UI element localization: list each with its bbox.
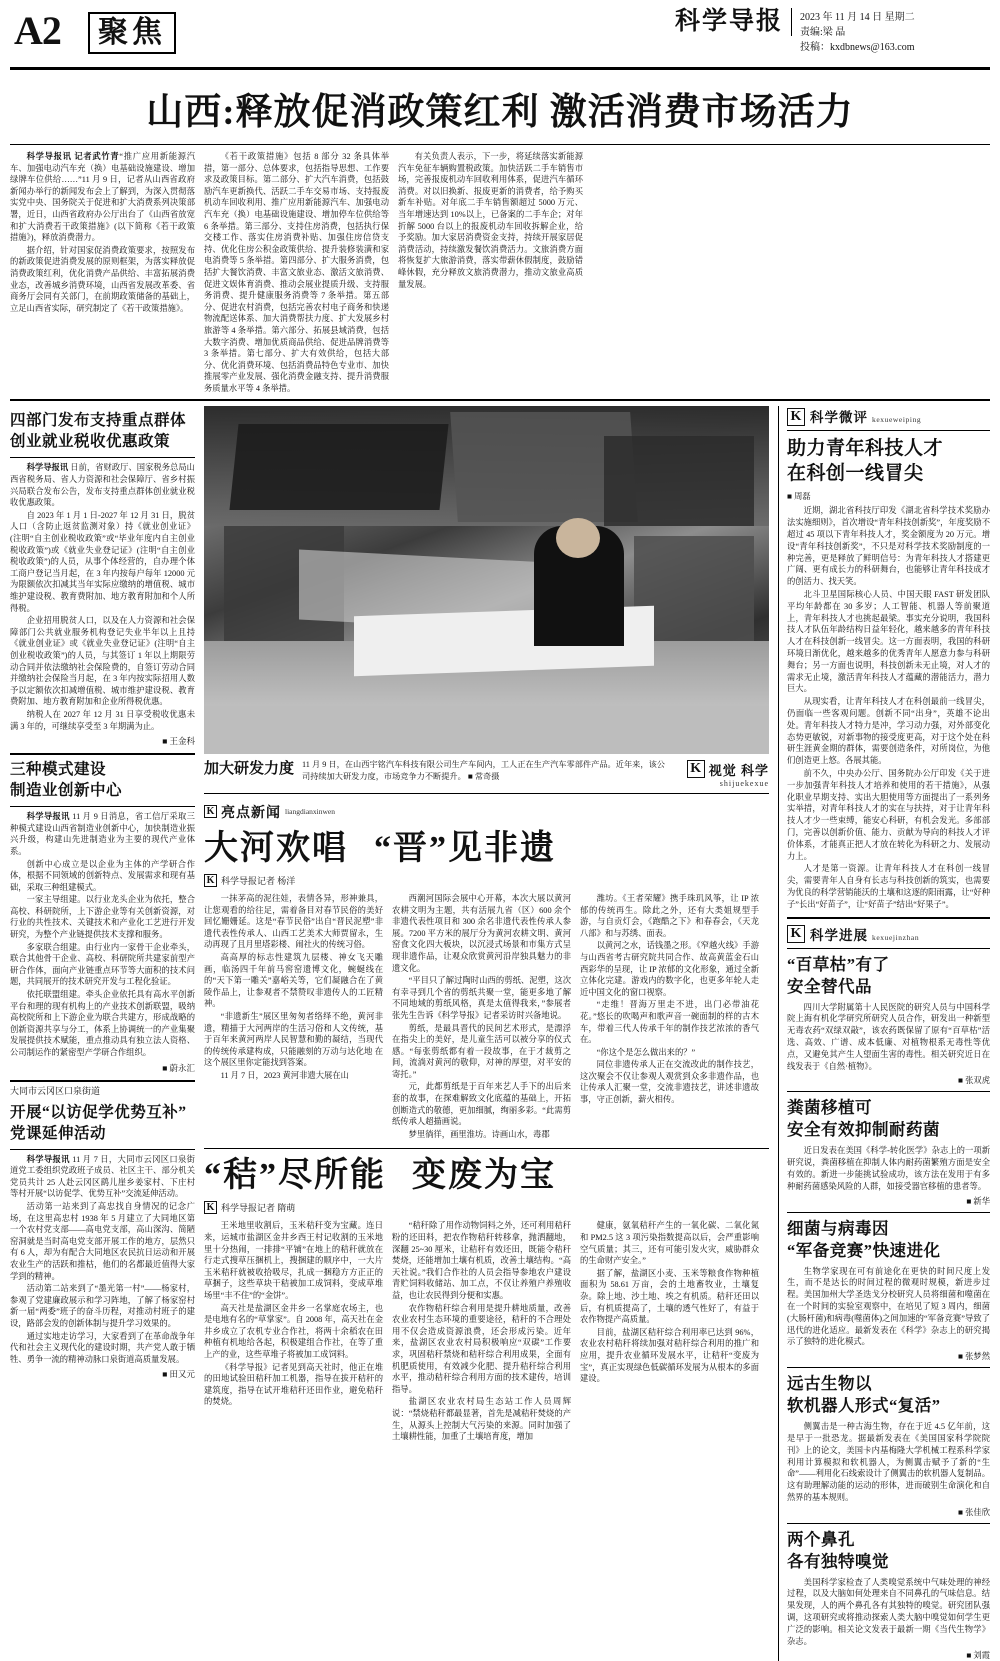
prog3-line1: 细菌与病毒因 [787, 1218, 889, 1238]
comm-p5: 人才是第一资源。让青年科技人才在科创一线冒尖，需要青年人自身有长志与科技创新的筑实，也需要为优良的科学营销能沃的土壤和这逐的阳雨露，让“好种子”长出“好苗子”，让“好苗子”结出“好果子”。 [787, 864, 990, 909]
story-jie-byline: 科学导报记者 隋萌 [221, 1203, 296, 1214]
divider-7 [787, 1367, 990, 1368]
party-title-line1: 开展“以访促学优势互补” [10, 1103, 187, 1121]
top-article-column-3 [398, 151, 583, 395]
top-article-column-2 [204, 151, 389, 395]
dahe-c3-p1: 潍坊。《王者荣耀》携手珠玑风筝，让 IP 浓郁的传统再生。除此之外，还有大类姐规型手游，与自贡灯会，《跑酷之下》和春春会，《天龙八部》和与苏绣、面表。 [580, 893, 759, 938]
article-tax-policy-byline: ■ 王金科 [162, 736, 195, 747]
article-party-class-byline: ■ 田又元 [162, 1369, 195, 1380]
story-dahe-title-right: “晋”见非遗 [374, 829, 556, 867]
story-dahe-columns [204, 893, 769, 1141]
dahe-c2-p4: 元，此都剪纸是于百年来艺人手下的出后来套的故事，在探难解致文化底蕴的基础上，开拓创断造式的敬德，更加细腻，绚丽多彩。“此需剪纸传承人超描画说。 [392, 1082, 571, 1127]
dahe-c1-p3: “非遗新生”展区里匆匆者络绎不绝，黄河非遗，精描于大河两岸的生活习俗和人文传统，基于百年来黄河两岸人民智慧和勤的凝结，当现代的传统传承建构成，只能融刻的万动与达化地 在这个展区里你定能找到答案。 [204, 1011, 383, 1068]
dahe-c2-p2: “平目只了解过陶时山西的剪纸、泥塑，这次有幸寻到几个省的剪纸共聚一堂，能更多地了解不同地域的剪纸风格，真是太值得我来，”参展者张先生告诉《科学导报》记者采访时兴备地说。 [392, 976, 571, 1020]
progress-item-1-byline: ■ 张双虎 [958, 1076, 990, 1086]
progress-item-1 [787, 954, 990, 1087]
tax-p3: 企业招用脱贫人口，以及在人力资源和社会保障部门公共就业服务机构登记失业半年以上且持《就业创业证》或《就业失业登记证》(注明“自主创业税收政策”)的人员，与其签订 1 年以上期限劳动合同并依法缴纳社会保险费的，自签订劳动合同并缴纳社会保险当月起，在 3 年内按实际招用人数予以定额依次扣减增值税、城市维护建设税、教育费附加、地方教育附加和企业所得税优惠。 [10, 616, 195, 707]
lead-label-3: 科学导报讯 [26, 1154, 70, 1164]
progress-item-2-byline: ■ 新华 [966, 1196, 990, 1206]
tax-p1: 日前，省财政厅、国家税务总局山西省税务局、省人力资源和社会保障厅、省乡村振兴局联合发布公告，发布支持重点群体创业就业税收优惠政策。 [10, 463, 195, 508]
article-innovation-center [10, 755, 195, 1073]
divider-4 [787, 917, 990, 919]
story-dahe-title-left: 大河欢唱 [204, 829, 348, 867]
innov-p4: 多家联合组建。由行业内一家骨干企业牵头，联合其他骨干企业、高校、科研院所共建家前型产研合作体，面向产业链重点环节等大面积的技术问题，共同展开的技术研究开发与工程化验证。 [10, 942, 195, 987]
progress-item-4-byline: ■ 张佳欣 [958, 1507, 990, 1517]
photo-wrap [204, 406, 769, 788]
party-p2: 活动第一站来到了高忠找自身情况的记念广场，在这里高忠村 1938 年 5 月建立了大同地区第一个农村党支部——高电党支部，高山深沟、简陋窑洞就是当时高电党支部开展工作的地方，层然只有 6 人，却为有配合大同地区农民抗日运动和开展农业生产的活跃和推枯，他们的名都最近值得大家学到的精神。 [10, 1201, 195, 1281]
party-p4: 通过实地走访学习，大家看到了在革命战争年代和社会主义现代化的建设时期，共产党人敢于牺牲、勇争一流的精神动脉口泉街道高质量发展。 [10, 1331, 195, 1364]
party-title-line2: 党课延伸活动 [10, 1124, 107, 1142]
party-p1: 11 月 7 日，大同市云冈区口泉街道党工委组织党政班子成员、社区主干、部分机关党员共计 25 人赴云冈区鹞儿崖乡姜家村、下庄村等村开展“以访促学、优势互补”交流延伸活动。 [10, 1154, 195, 1199]
visual-science-logo-cn: 视觉 科学 [708, 762, 769, 778]
dahe-c2-p1: 西潮河国际会展中心开幕，本次大展以黄河农耕文明为主题，共有活展九省（区）600 余个非遗代表性项目和 300 余名非遗代表性传承人参展。7200 平方米的展厅分为黄河农耕文明、黄河窑食文化四大板块，以沉浸式场景和市集方式呈现非遗作品，让观众欣赏黄河沿岸独具魅力的非遗文化。 [392, 893, 571, 973]
k-byline-icon-1: K [204, 874, 217, 887]
jie-c2-p1: “秸秆除了用作动物饲料之外，还可利用秸秆粉的还田料，把农作物秸秆转移拿，抛洒翻地，深翻 25~30 厘米，让秸秆有效还田，既能令秸秆焚烧，还能增加土壤有机质，改善土壤结构。“高天社说。”我们合作社的人员会指导参地农户建设青贮饲料收储站、加工点，不仅让养殖户养殖收益，也让农民得到分便和实惠。 [392, 1221, 571, 1300]
dahe-c2-p5: 梦里徜徉，画里淮坊。诗画山水，毒郡 [408, 1129, 550, 1139]
visual-science-logo-py: shijuekexue [719, 778, 769, 788]
party-p3: 活动第二站来到了“墨光第一村”——杨家村，参观了党建廉政展示和学习阵地，了解了杨家窑村新一届“两委”班子的奋斗历程，对推动村班子的建设，路部会发的创新体制与提升学习效果的。 [10, 1284, 195, 1328]
jie-c1-p3: 《科学导报》记者见到高天社时，他正在堆的田地试验田秸秆加工机器，指导在拔开秸秆的建筑度，指导在试开堆秸秆还田作业，避免秸秆的焚烧。 [204, 1362, 383, 1407]
dahe-c3-p5: 同位非遗传承人正在交流改此的制作技艺，这次聚会不仅让参观人观赏到众多非遗作品，也让传承人汇聚一堂，交流非遗技艺，讲述非遗故事，守正创新，薪火相传。 [580, 1060, 759, 1105]
publish-date: 2023 年 11 月 14 日 星期二 [800, 12, 915, 23]
highlight-news-badge [204, 802, 769, 822]
top-article-column-1 [10, 151, 195, 395]
progress-item-1-body: 四川大学附属第十人民医院的研究人员与中国科学院上海有机化学研究所研究人员合作，研发出一种新型无毒农药“双绿双敲”，该农药既保留了原有“百草枯”活选、高效、广谱、成本低廉、对植物根系无毒性等优点，又避免其产生人望面生害的毒性。相关研究近日在线发表于《自然·植物》。 [787, 1002, 990, 1071]
story-jie-byline-row [204, 1201, 769, 1214]
photo-caption-text: 11 月 9 日，在山西宇铭汽车科技有限公司生产车间内，工人正在生产汽车零部件产品。近年来，该公司持续加大研发力度，市场竞争力不断提升。 ■ 常奇摄 [302, 760, 665, 781]
k-logo-icon-2: K [787, 408, 805, 426]
jie-c3-p1: 健康，氨氧秸秆产生的一氧化碳、二氧化氮和 PM2.5 这 3 项污染指数提高以后，会严重影响空气质量；其三，还有可能引发火灾，威胁群众的生命财产安全。” [580, 1221, 759, 1266]
prog2-line2: 安全有效抑制耐药菌 [787, 1120, 940, 1140]
paper-name: 科学导报 [675, 8, 792, 36]
visual-science-logo [673, 759, 769, 788]
article-party-class-body [10, 1154, 195, 1366]
progress-item-5-body: 美国科学家检查了人类嗅觉系统中气味处理的神经过程，以及大脑如何处理来自不同鼻孔的气味信息。结果发现，人的两个鼻孔各有其独特的嗅觉。研究团队强调，这项研究或将推动探索人类大脑中嗅觉如何学生更广泛的影响。相关论文发表于最新一期《当代生物学》杂志。 [787, 1577, 990, 1646]
masthead-meta [800, 8, 990, 55]
story-jie-columns [204, 1220, 769, 1443]
prog4-line2: 软机器人形式“复活” [787, 1396, 941, 1416]
photo-caption-row [204, 754, 769, 788]
divider-8 [787, 1523, 990, 1524]
jie-c3-p3: 目前，盐湖区秸秆综合利用率已达到 96%，农业农村秸秆将续加强对秸秆综合利用的推广和应用，提升农业循环发展水平，让秸秆“变废为宝”，真正实现绿色低碳循环发展为从根本的多面建设。 [580, 1327, 759, 1384]
article-tax-policy-title-line1: 四部门发布支持重点群体 [10, 412, 187, 430]
innov-p3: 一家主导组建。以行业龙头企业为依托，整合高校、科研院所，上下游企业等有关创新资源，对行业的共性技术、关键技术和产业化工艺进行开发研究，为整个产业链提供技术支撑和服务。 [10, 895, 195, 940]
kexueweiping-pinyin: kexueweiping [872, 415, 922, 425]
progress-item-3-title [787, 1218, 990, 1262]
k-byline-icon-2: K [204, 1201, 217, 1214]
photo-column [204, 406, 769, 1661]
k-logo-icon-3: K [787, 925, 805, 943]
commentary-title-line2: 在科创一线冒尖 [787, 463, 924, 485]
prog5-line2: 各有独特嗅觉 [787, 1551, 889, 1571]
tax-p4: 纳税人在 2027 年 12 月 31 日享受税收优惠未满 3 年的，可继续享受至 3 年期满为止。 [10, 709, 195, 731]
story-jie-title-left: “秸”尽所能 [204, 1157, 386, 1195]
jie-c2-p2: 农作物秸秆综合利用是提升耕地质量，改善农业农村生态环境的重要途径，秸秆的不合理处用不仅会造成资源浪费，还会形成污染。近年来，盐湖区农业农村局积极响应“双碳”工作要求，巩固秸秆禁烧和秸秆综合利用成果，全面有机肥质使用，有效减少化肥、提升秸秆综合利用水平，推动秸秆综合利用方面的技术建传，培训指导。 [392, 1303, 571, 1394]
prog1-line2: 安全替代品 [787, 976, 872, 996]
article-innovation-center-byline: ■ 蔚永汇 [162, 1062, 195, 1073]
masthead [10, 8, 990, 70]
progress-item-5-byline: ■ 刘霞 [966, 1651, 990, 1661]
progress-item-3-byline: ■ 张梦然 [958, 1352, 990, 1362]
progress-item-1-title [787, 954, 990, 998]
jie-c1-p2: 高天社是盐湖区金井乡一名掌庭农场主，也是电地有名的“草掌家”。自 2008 年，高天社在金井乡成立了农机专业合作社，将两十余稻农在田种植有机地给各起，积极建组合作社，在等了重上产的业，这些草堆子将被加工成饲料。 [204, 1303, 383, 1359]
photo-photographer: ■ 常奇摄 [467, 771, 500, 781]
jie-c3-p2: 据了解，盐湖区小麦、玉米等粮食作物种植面积为 58.61 万亩，会的土地畜牧业，土壤复杂。除上地、沙土地、埃之有机质。秸秆还田以后，有机质提高了，土壤的透气性好了，有益于农作物提产高质量。 [580, 1268, 759, 1325]
progress-item-5-title [787, 1529, 990, 1573]
dahe-c1-p4: 11 月 7 日，2023 黄河非遗大展在山 [220, 1070, 349, 1080]
article-innovation-center-body [10, 811, 195, 1058]
prog1-line1: “百草枯”有了 [787, 954, 890, 974]
prog3-line2: “军备竞赛”快速进化 [787, 1240, 941, 1260]
submission-email: 投稿：kxdbnews@163.com [800, 42, 915, 53]
article-tax-policy-title-line2: 创业就业税收优惠政策 [10, 433, 171, 451]
highlight-news-section [204, 793, 769, 1444]
jie-c1-p1: 王米地里收割后，玉米秸秆变为宝藏。连日来，运城市盐湖区金井乡西王村记收割的玉米地里十分热闹，一排排“平铺”在地上的秸秆就放在行走式搜草压捆机上，搜捆建的顺序中，一大片玉米秸秆就被收拾吸尽，扎成一捆稳方方正正的草捆子，这些草块干秸被加工成饲料，变成草堆场里“丰不住”的“金饼”。 [204, 1221, 383, 1300]
innov-p1: 11 月 9 日消息，省工信厅采取三种模式建设山西省制造业创新中心，加快制造业振兴升级，构建山先进制造业为主要的现代产业体系。 [10, 812, 195, 856]
progress-item-4-body: 侧翼击是一种古海生物，存在于近 4.5 亿年前，这是早于一批恐龙。据最新发表在《美国国家科学院院刊》上的论文，美国卡内基梅隆大学机械工程系科学家利用计算模拟和软机器人，为侧翼击赋予了新的“生命”——利用化石线索设计了侧翼击的软机器人复制品。这有助理解动能的运动的形体，进而破别生命演化和自然界的基本规则。 [787, 1422, 990, 1502]
progress-item-3 [787, 1218, 990, 1363]
dahe-c3-p4: “你这个是怎么做出来的？” [596, 1047, 696, 1057]
article-party-class-kicker: 大同市云冈区口泉街道 [10, 1085, 101, 1096]
commentary-body [787, 505, 990, 910]
highlight-news-badge-py: liangdianxinwen [285, 807, 335, 817]
highlight-news-badge-cn: 亮点新闻 [221, 805, 281, 821]
dahe-c3-p2: 以黄河之水，话钱墨之形。《窄越火线》手游与山西省考古研究院共同合作、故高黄蓝金石山西彩华的呈现，让 IP 浓郁的文化形象，通过全新立体化完建。游戏内的数字化，也更多年轮人走近中国文化的窗口视察。 [580, 941, 759, 997]
story-jie-col-2 [392, 1220, 571, 1443]
k-logo-icon: K [687, 760, 705, 778]
article-party-class-title [10, 1098, 195, 1150]
section-label: 聚焦 [98, 16, 166, 49]
top-article-p2: 据介绍，针对国家促消费政策要求，按照发布的新政策促进消费发展的原则框架，为落实释放促消费政策红利，优化消费产品供给、丰富拓展消费业态，改善城乡消费环境，山西省发展改革委、省商务厅会同有关部门，在前期政策储备的基础上，立足山西省实际，研究制定了《若干政策措施》。 [10, 245, 195, 313]
article-innovation-center-title [10, 755, 195, 807]
story-jie-title-right: 变废为宝 [412, 1157, 556, 1195]
prog2-line1: 粪菌移植可 [787, 1098, 872, 1118]
innov-p5: 依托联盟组建。牵头企业依托具有高水平创新平台和理的现有机构上的产业技术创新联盟，吸纳高校院所和上下游企业为联合共建方，形成战略的创新资源共享与分工，体系上协调统一的产业集聚发展提供技术赋能，重点推动具有独立法人资格、公司制运作的紧密型产学研合作组织。 [10, 990, 195, 1057]
top-article-p4: 有关负责人表示，下一步，将延续落实新能源汽车免征车辆购置税政策。加快活跃二手车销售市场，完善报废机动车回收利用体系，促进汽车循环消费。对以旧换新、报废更新的消费者，给予购买新车补贴。对年底二手车销售额超过 5000 万元、当年增速达到 10%以上，已备案的二手车企；对年折解 5000 台以上的报废机动车回收拆解企业，给予奖励。加大家居消费资金支持，持续开展家居促消费活动，持续激发餐饮消费活力。文旅消费方面将恢复扩大旅游消费，落实带薪休假制度，鼓励错峰休假，充分释放文旅消费潜力，推动文旅业高质量发展。 [398, 152, 583, 289]
kexueweiping-title: 科学微评 [810, 410, 868, 426]
article-tax-policy-title [10, 406, 195, 458]
main-headline: 山西:释放促消政策红利 激活消费市场活力 [10, 70, 990, 145]
divider-6 [787, 1212, 990, 1213]
kexuejinzhan-header [787, 924, 990, 949]
article-party-class [10, 1082, 195, 1381]
story-dahe-title [204, 828, 769, 870]
story-jie-title [204, 1155, 769, 1197]
section-label-box [88, 12, 176, 54]
dahe-c1-p1: 一抹茅高的泥往娃，表情各异，形神兼具，让您观看的给往足，需着备目对春节民俗的美好回忆姗姗延。这是“春节民俗”出自“晋民泥塑”非遗代表性传承人、山西工艺美术大师贾留永，生动再现了且月里塔彩楼、闹社火的传统习俗。 [204, 893, 383, 950]
progress-item-2 [787, 1097, 990, 1206]
editor-name: 责编:梁 晶 [800, 27, 846, 38]
factory-photo [204, 406, 769, 754]
divider-3 [204, 1148, 769, 1149]
top-article-p1: “推广应用新能源汽车、加强电动汽车充（换）电基础设施建设、增加绿牌车位供给……”11 月 9 日，记者从山西省政府新闻办举行的新闻发布会上了解到，为深入贯彻落实党中央、国务院关于促进和扩大消费系列决策部署，近日，山西省政府办公厅出台了《山西省放宽和扩大消费若干政策措施》(以下简称《若干政策措施》)，释放消费潜力。 [10, 152, 196, 243]
top-article-p3: 《若干政策措施》包括 8 部分 32 条具体举措，第一部分、总体要求，包括指导思想、工作要求及政策目标。第二部分、扩大汽车消费，包括鼓励汽车更新换代、活跃二手车交易市场、支持报废机动车回收利用、推广应用新能源汽车、加强电动汽车充（换）电基础设施建设、增加停车位供给等 6 条举措。第三部分、支持住房消费，包括执行保交楼工作、落实住房消费补贴、加强住房信贷支持、优化住房公积金政策供给、提升装修装潢和家电消费等 5 条举措。第四部分、扩大服务消费，包括扩大餐饮消费、丰富文旅业态、激活文旅消费、促进文娱体育消费、推动会展业提质升级、支持服务消费、提升健康服务消费等 7 条举措。第五部分、促进农村消费，包括完善农村电子商务和快递物流配送体系、加大消费帮扶力度、扩大发展乡村旅游等 4 条举措。第六部分、拓展县域消费，包括大数字消费、增加优质商品供给、促进品牌消费等 3 条举措。第七部分、扩大有效供给，包括大部分、优化消费环境、包括消费品特色专业市、加快推展零产业发展、强化消费金融支持、提升消费服务质量水平等 4 条举措。 [204, 152, 389, 393]
lead-label-1: 科学导报讯 [26, 463, 69, 473]
progress-item-2-body: 近日发表在美国《科学-转化医学》杂志上的一项新研究说，粪菌移植在抑制人体内耐药菌繁殖方面是安全有效的。新进一步能挑试验成功，该方法在发用于有多种耐药菌感染风险的人群，如接受器官移植的患者等。 [787, 1146, 990, 1191]
story-dahe-col-3 [580, 893, 759, 1141]
progress-item-4-title [787, 1373, 990, 1417]
k-badge-icon: K [204, 805, 217, 818]
prog4-line1: 远古生物以 [787, 1374, 872, 1394]
story-jie-col-3 [580, 1220, 759, 1443]
story-dahe-byline-row [204, 874, 769, 887]
middle-region [10, 401, 990, 1661]
divider-5 [787, 1091, 990, 1092]
progress-item-5 [787, 1529, 990, 1661]
progress-item-2-title [787, 1097, 990, 1141]
commentary-author: ■ 周磊 [787, 492, 811, 502]
dahe-c2-p3: 剪纸，是最具晋代的民间艺术形式，是漂浮在指尖上的美好，是儿童生活可以被分享的仪式感。“每张剪纸都有着一段故事，在于才裁剪之间，流淌对黄河的敬仰，对神的厚望，对平安的寄托。” [392, 1023, 571, 1079]
photo-caption-title: 加大研发力度 [204, 761, 295, 778]
prog5-line1: 两个鼻孔 [787, 1529, 855, 1549]
article-tax-policy-body [10, 462, 195, 732]
top-article-lead-label: 科学导报讯 记者武竹青 [26, 152, 120, 161]
story-jie [204, 1155, 769, 1443]
commentary-title [787, 436, 990, 486]
comm-p1: 近期，湖北省科技厅印发《湖北省科学技术奖励办法实施细则》，首次增设“青年科技创新奖”，年度奖励不超过 45 项以下青年科技人才，奖金额度为 20 万元。增设“青年科技创新奖”，不只是对科学技术奖励制度的一种完善，更是释放了鲜明信号：为青年科技人才搭建更广阔、更有成长力的科研舞台，也能够让青年科技成才的创活力、找天笑。 [787, 506, 990, 587]
comm-p2: 北斗卫星国际核心人员、中国天眼 FAST 研发团队平均年龄都在 30 多岁；人工智能、机器人等前聚道上，青年科技人才也挑起最梁。事实充分说明，我国科技人才队伍年龄结构日益年轻化，越来越多的青年科技人才在科技创新一线冒尖。这一方面表明，我国的科研环境日渐优化，越来越多的优秀青年人愿意力参与科研舞台；另一方面也说明，科技创新未无止境，对人才的需求无止境，激活青年科技人才蕴藏的潜能活力，潜力巨大。 [787, 590, 990, 694]
story-dahe-byline: 科学导报记者 杨洋 [221, 875, 296, 886]
story-dahe [204, 828, 769, 1141]
right-column [778, 406, 990, 1661]
comm-p3: 从现实看，让青年科技人才在科创最前一线冒尖，仍面临一些客观问题。创新不同“出身”，英雄不论出处。青年科技人才特力是冲，学习动力强，对外部变化态势更敏锐，对新事物的接受度更高，对于这个处在科研生涯黄金期的群体，需要创造条件，对所岗位，为他们创造更上悠。各展其能。 [787, 697, 990, 766]
kexueweiping-header [787, 406, 990, 431]
jie-c2-p3: 盐湖区农业农村局生态站工作人员周辉说：“禁烧秸秆都最显著，首先是减秸秆焚烧的产生，从源头上控制大气污染的来源。同时加强了土壤耕性能，加重了土壤培育度，增加 [392, 1397, 571, 1442]
left-column [10, 406, 195, 1661]
dahe-c1-p2: 高高厚的标志性建筑九层楼、神女飞天雕画，临汤四千年前马窖窑遗博文化，蜿蜒线在的“天下第一雕关”嘉峪关等，它们凝融合在了黄陵作品上，让参观者不禁赞叹非遗传人的工匠精神。 [204, 952, 383, 1009]
tax-p2: 自 2023 年 1 月 1 日-2027 年 12 月 31 日，脱贫人口（含防止返贫监测对象）持《就业创业证》(注明“自主创业税收政策”或“毕业年度内自主创业税收政策”)或《就业失业登记证》(注明“自主创业税收政策”)的人员，从事个体经营的，自办理个体工商户登记当月起，在 3 年内按每户每年 12000 元为限额依次扣减其当年实际应缴纳的增值税、城市维护建设税、教育费附加、地方教育附加和个人所得税。 [10, 510, 195, 613]
top-article [10, 145, 990, 401]
story-dahe-col-1 [204, 893, 383, 1141]
dahe-c3-p3: “走维！晋海万里走不进，出门必带油花花。”悠长的吹喝声和歌声音一碗面制的样的古木车，带着三代人传承千年的制作技艺浓浓的香气在。 [580, 1000, 759, 1045]
kexuejinzhan-title: 科学进展 [810, 927, 868, 943]
progress-item-4 [787, 1373, 990, 1518]
progress-item-3-body: 生物学家现在可有前途化在更快的时间尺度上发生，而不是达长的时间过程的微观时规模，新进步过程。美国加州大学圣迭戈分校研究人员将细菌和噬菌在在一个时间的实验室观察中，在培见了短 3 周内，细菌(大肠杆菌)和病毒(噬菌体)之间加速的“军备竞赛”导致了迅代的进化适应。最新发表在《科学》杂志上的研究揭示了独特的进化模式。 [787, 1266, 990, 1347]
innov-title-line1: 三种模式建设 [10, 761, 107, 779]
commentary-title-line1: 助力青年科技人才 [787, 438, 944, 460]
lead-label-2: 科学导报讯 [26, 812, 70, 822]
kexuejinzhan-pinyin: kexuejinzhan [872, 932, 920, 942]
page-number: A2 [14, 8, 61, 53]
innov-p2: 创新中心成立是以企业为主体的产学研合作体，根据不同领域的创新特点、发展需求和现有基础，采取三种组建模式。 [10, 859, 195, 892]
comm-p4: 前不久，中央办公厅、国务院办公厅印发《关于进一步加强青年科技人才培养和使用的若干措施》，从强化职业早期支持、实出大胆使用等方面提出了一系列务实举措，对青年科技人才的实在与扶持，对于让青年科技人才少一些束缚，能安心科研，有机会发光。多部部门，完善以创新价值、能力、贡献为导向的科技人才评价体系，才能真正把人才放在转化为科研之力、发展动力上。 [787, 769, 990, 861]
article-tax-policy [10, 406, 195, 747]
innov-title-line2: 制造业创新中心 [10, 782, 123, 800]
story-jie-col-1 [204, 1220, 383, 1443]
story-dahe-col-2 [392, 893, 571, 1141]
